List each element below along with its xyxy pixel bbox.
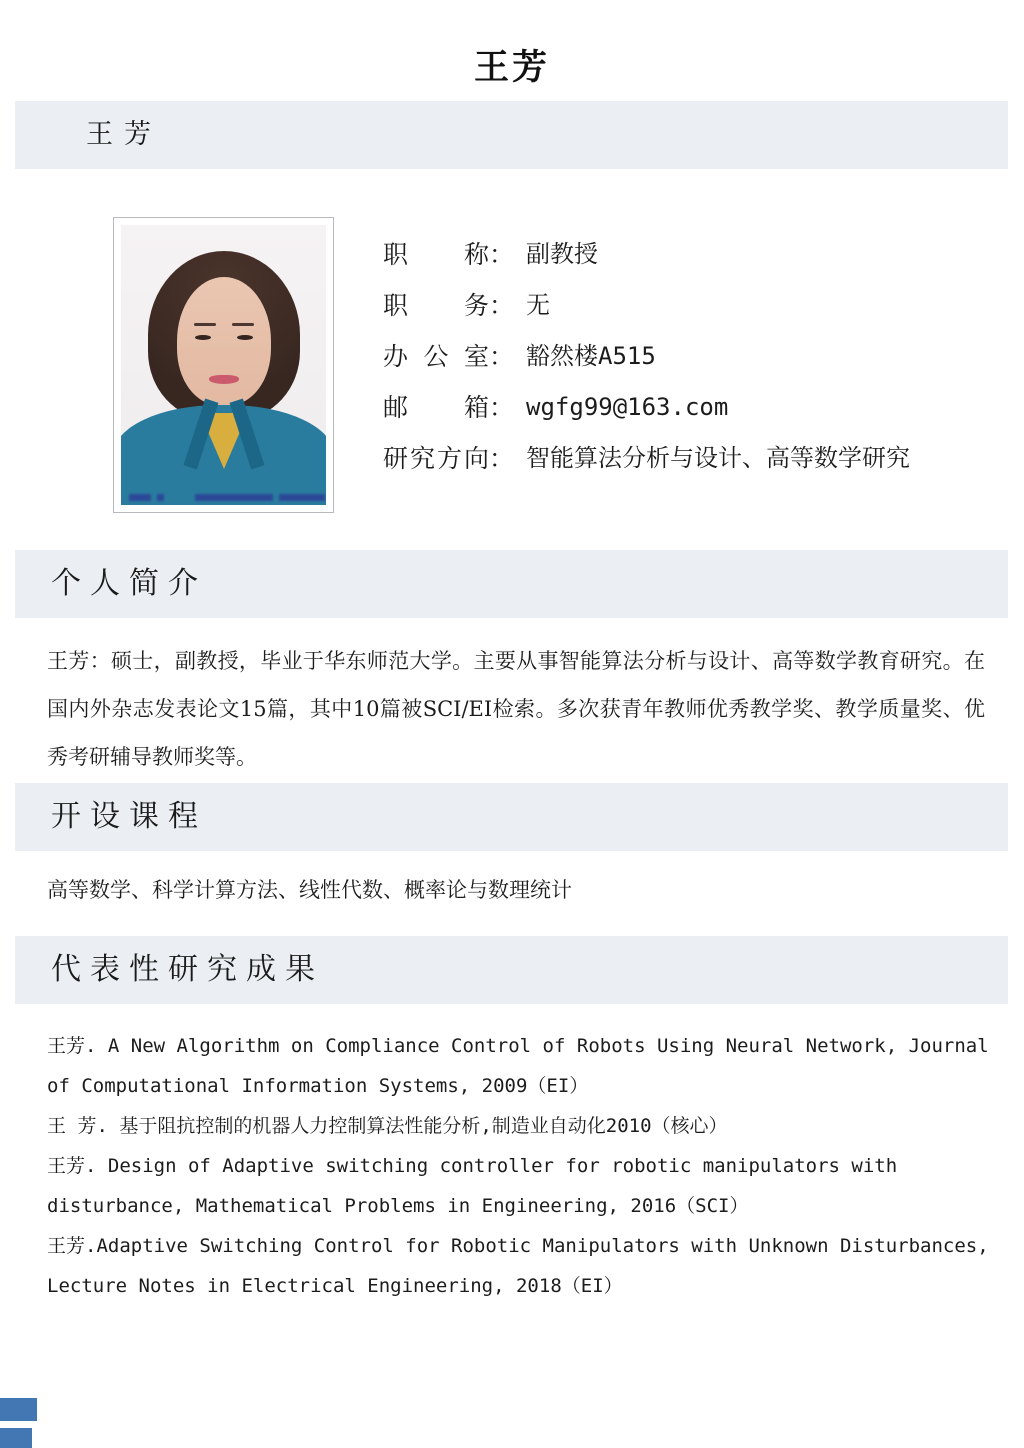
info-value-research: 智能算法分析与设计、高等数学研究 [526, 444, 911, 472]
section-title-bio: 个人简介 [51, 566, 207, 601]
profile-photo [113, 217, 334, 513]
info-colon: ： [489, 393, 515, 422]
profile-photo-portrait [121, 225, 326, 505]
publication-line: 王芳.Adaptive Switching Control for Robotic Manipulators with Unknown Disturbances, [47, 1235, 989, 1257]
section-title-publications: 代表性研究成果 [51, 952, 324, 987]
publication-item [47, 1026, 1009, 1106]
photo-watermark-mark [129, 494, 151, 501]
info-colon: ： [489, 342, 515, 371]
info-label: 职称 [383, 240, 489, 269]
portrait-eye-left [195, 335, 211, 340]
section-title-courses: 开设课程 [51, 799, 207, 834]
info-colon: ： [489, 444, 515, 473]
info-row-research [383, 433, 1004, 484]
info-value-email: wgfg99@163.com [526, 393, 729, 421]
publication-line: of Computational Information Systems, 2009（EI） [47, 1075, 589, 1097]
publication-line: disturbance, Mathematical Problems in Engineering, 2016（SCI） [47, 1195, 749, 1217]
publication-line: 王芳. Design of Adaptive switching controller for robotic manipulators with [47, 1155, 898, 1177]
info-value-position: 无 [526, 291, 551, 319]
profile-info-list [383, 229, 1004, 484]
portrait-jacket [121, 405, 326, 505]
publication-line: 王 芳. 基于阻抗控制的机器人力控制算法性能分析,制造业自动化2010（核心） [47, 1115, 728, 1137]
courses-list: 高等数学、科学计算方法、线性代数、概率论与数理统计 [47, 878, 572, 902]
info-row-position [383, 280, 1004, 331]
name-header-text: 王芳 [86, 119, 162, 150]
portrait-mouth [209, 375, 239, 384]
info-row-title [383, 229, 1004, 280]
info-value-office: 豁然楼A515 [526, 342, 656, 370]
page-edge-decoration [0, 1398, 37, 1421]
photo-watermark-mark [195, 494, 273, 501]
info-label: 研究方向 [383, 444, 489, 473]
info-row-office [383, 331, 1004, 382]
section-bar-courses [15, 783, 1008, 851]
photo-watermark-mark [157, 494, 164, 501]
info-row-email [383, 382, 1004, 433]
section-bar-publications [15, 936, 1008, 1004]
portrait-brow-left [194, 323, 216, 326]
page-title: 王芳 [473, 48, 550, 88]
portrait-brow-right [232, 323, 254, 326]
info-label: 职务 [383, 291, 489, 320]
portrait-face [177, 277, 271, 405]
portrait-eye-right [237, 335, 253, 340]
info-label: 邮箱 [383, 393, 489, 422]
section-bar-bio [15, 550, 1008, 618]
photo-watermark [127, 492, 320, 503]
publication-item [47, 1226, 1009, 1306]
info-colon: ： [489, 240, 515, 269]
info-colon: ： [489, 291, 515, 320]
photo-watermark-mark [279, 494, 325, 501]
info-value-title: 副教授 [526, 240, 599, 268]
name-header-bar [15, 101, 1008, 169]
publication-list [47, 1026, 1009, 1306]
publication-item [47, 1106, 1009, 1146]
publication-item [47, 1146, 1009, 1226]
publication-line: 王芳. A New Algorithm on Compliance Control of Robots Using Neural Network, Journal [47, 1035, 989, 1057]
publication-line: Lecture Notes in Electrical Engineering, 2018（EI） [47, 1275, 623, 1297]
page-edge-decoration [0, 1428, 32, 1448]
bio-paragraph: 王芳：硕士，副教授，毕业于华东师范大学。主要从事智能算法分析与设计、高等数学教育研究。在国内外杂志发表论文15篇，其中10篇被SCI/EI检索。多次获青年教师优秀教学奖、教学质量奖、优秀考研辅导教师奖等。 [47, 649, 985, 769]
info-label: 办公室 [383, 342, 489, 371]
